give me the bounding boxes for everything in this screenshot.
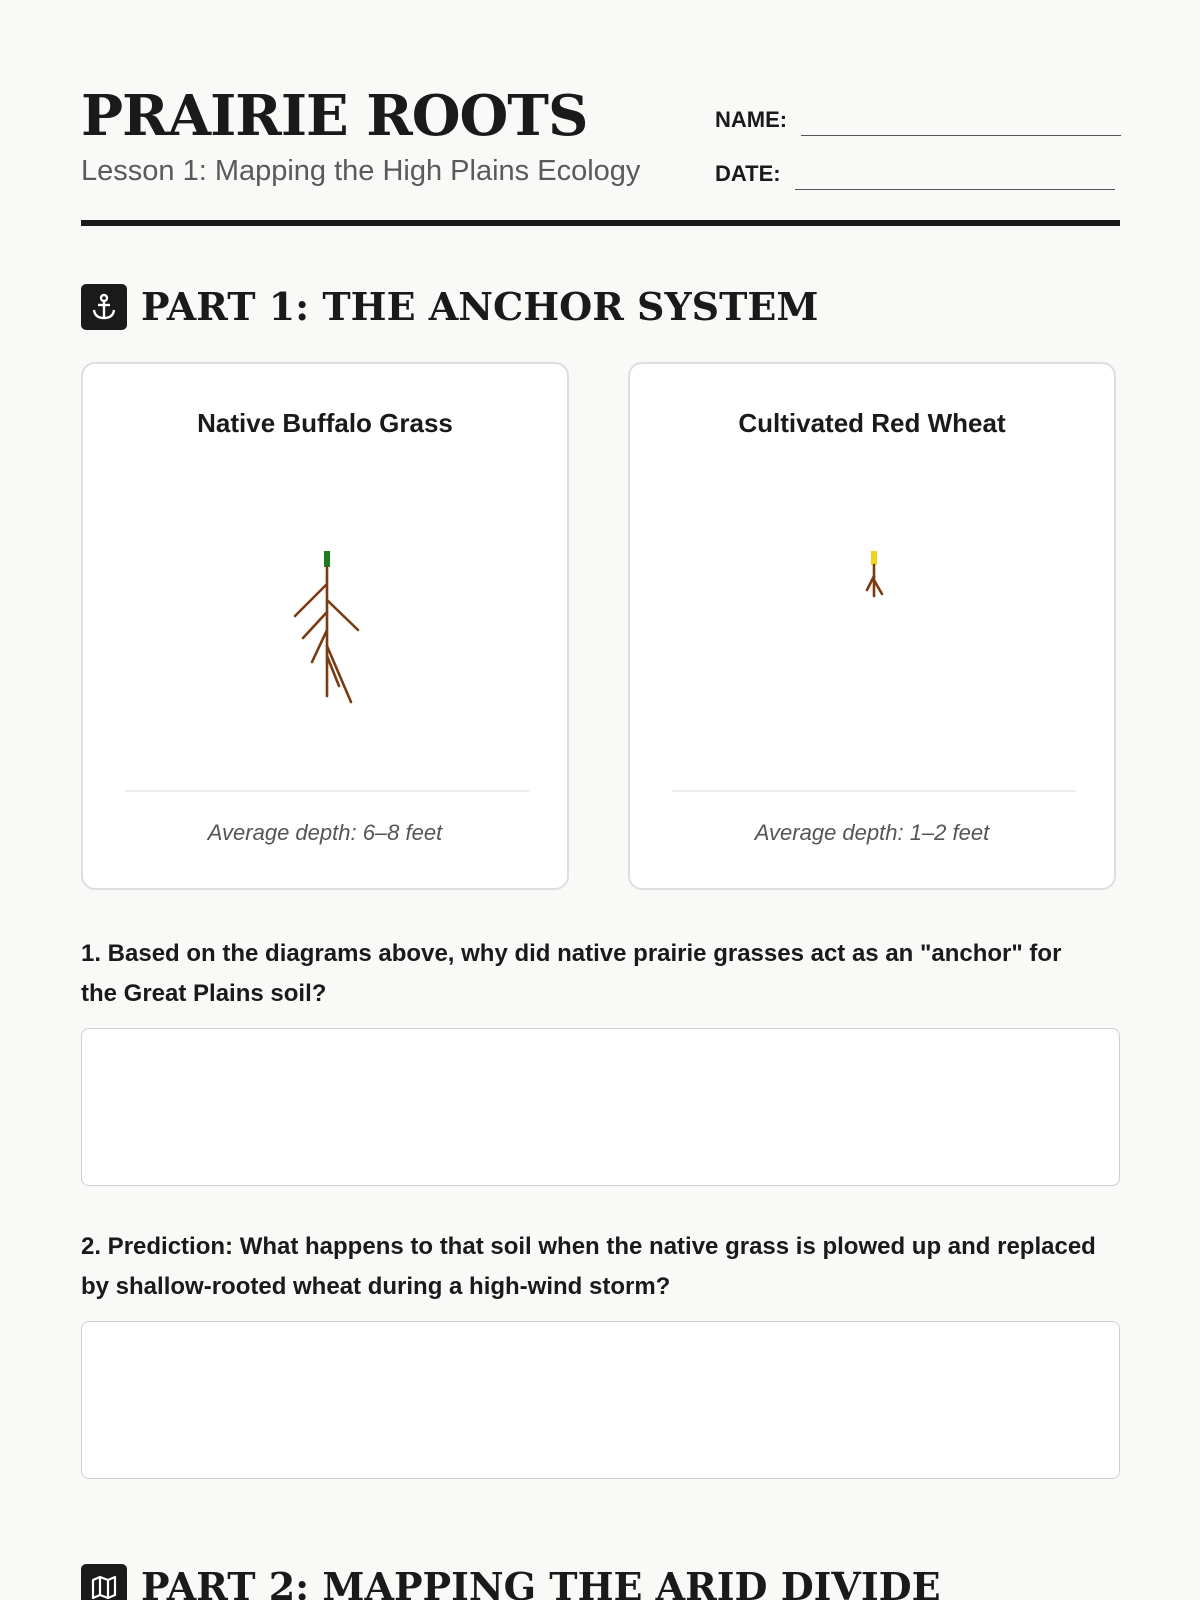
part1-title: PART 1: THE ANCHOR SYSTEM <box>141 284 819 329</box>
date-label: DATE: <box>715 161 781 186</box>
name-input-line[interactable] <box>801 105 1121 136</box>
page-title: PRAIRIE ROOTS <box>81 83 588 149</box>
question-2: 2. Prediction: What happens to that soil when the native grass is plowed up and replaced by shallow-rooted wheat during a high-wind storm? <box>81 1233 1096 1300</box>
anchor-icon <box>81 284 127 330</box>
date-field-row <box>715 158 1115 190</box>
date-input-line[interactable] <box>795 159 1115 190</box>
card-divider <box>672 790 1076 792</box>
question-1: 1. Based on the diagrams above, why did native prairie grasses act as an "anchor" for the Great Plains soil? <box>81 940 1062 1007</box>
answer-box-2[interactable] <box>81 1321 1120 1479</box>
part1-heading <box>81 284 818 330</box>
buffalo-grass-root-diagram <box>83 364 571 784</box>
worksheet-page <box>81 0 1120 1600</box>
depth-caption: Average depth: 1–2 feet <box>754 820 990 845</box>
shallow-root-system <box>867 565 882 596</box>
grass-stem <box>324 551 330 567</box>
depth-caption: Average depth: 6–8 feet <box>207 820 443 845</box>
name-field-row <box>715 104 1121 136</box>
buffalo-grass-card <box>81 362 569 890</box>
lesson-subtitle: Lesson 1: Mapping the High Plains Ecology <box>81 155 641 187</box>
part2-title: PART 2: MAPPING THE ARID DIVIDE <box>141 1564 941 1600</box>
answer-box-1[interactable] <box>81 1028 1120 1186</box>
card-title: Cultivated Red Wheat <box>738 408 1006 438</box>
red-wheat-root-diagram <box>630 364 1118 784</box>
map-icon <box>81 1564 127 1600</box>
deep-root-system <box>295 567 358 702</box>
wheat-stem <box>871 551 877 565</box>
worksheet-header <box>81 80 1120 230</box>
part2-heading <box>81 1564 941 1600</box>
header-divider <box>81 220 1120 226</box>
card-divider <box>125 790 529 792</box>
red-wheat-card <box>628 362 1116 890</box>
card-title: Native Buffalo Grass <box>197 408 453 438</box>
name-label: NAME: <box>715 107 788 132</box>
